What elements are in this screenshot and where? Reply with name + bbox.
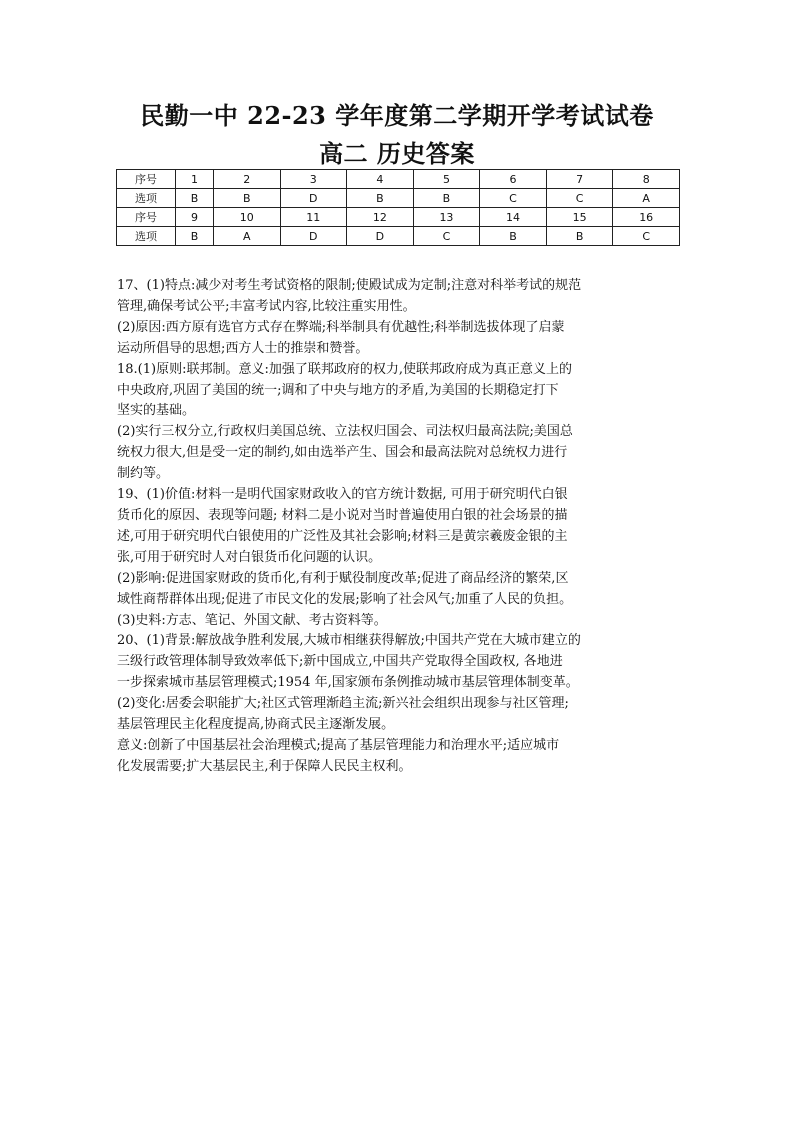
table-cell: D [347, 227, 414, 246]
table-cell: 6 [480, 170, 547, 189]
answer-q20-1 [117, 631, 683, 694]
answer-line: 张,可用于研究时人对白银货币化问题的认识。 [117, 549, 382, 565]
answer-line: 述,可用于研究明代白银使用的广泛性及其社会影响;材料三是黄宗羲废金银的主 [117, 528, 568, 544]
table-cell: 14 [480, 208, 547, 227]
page-subtitle: 高二 历史答案 [319, 139, 475, 168]
answer-line: 三级行政管理体制导致效率低下;新中国成立,中国共产党取得全国政权, 各地进 [117, 654, 563, 670]
table-cell: A [613, 189, 680, 208]
table-cell: B [176, 227, 214, 246]
answer-line: 货币化的原因、表现等问题; 材料二是小说对当时普遍使用白银的社会场景的描 [117, 507, 568, 523]
answer-table [116, 169, 680, 246]
answer-line: 17、(1)特点:减少对考生考试资格的限制;使殿试成为定制;注意对科举考试的规范 [117, 278, 582, 293]
table-cell: 8 [613, 170, 680, 189]
answer-q18-2 [117, 422, 683, 485]
table-cell: B [176, 189, 214, 208]
answer-q17-2 [117, 318, 683, 360]
answer-q19-2 [117, 569, 683, 611]
table-cell: C [546, 189, 613, 208]
table-cell: 11 [280, 208, 347, 227]
table-cell: B [213, 189, 280, 208]
answer-line: 一步探索城市基层管理模式;1954 年,国家颁布条例推动城市基层管理体制变革。 [117, 675, 579, 691]
answer-line: (2)影响:促进国家财政的货币化,有利于赋役制度改革;促进了商品经济的繁荣,区 [117, 570, 569, 586]
table-row [117, 208, 680, 227]
answer-line: 20、(1)背景:解放战争胜利发展,大城市相继获得解放;中国共产党在大城市建立的 [117, 633, 581, 649]
table-cell: 3 [280, 170, 347, 189]
answer-line: 域性商帮群体出现;促进了市民文化的发展;影响了社会风气;加重了人民的负担。 [117, 591, 573, 607]
table-row [117, 189, 680, 208]
table-cell: C [480, 189, 547, 208]
answer-line: 制约等。 [117, 466, 170, 482]
table-cell: 12 [347, 208, 414, 227]
row-label: 序号 [117, 170, 176, 189]
table-cell: 7 [546, 170, 613, 189]
table-cell: B [480, 227, 547, 246]
table-cell: B [347, 189, 414, 208]
answer-q17-1 [117, 276, 683, 318]
table-cell: C [413, 227, 480, 246]
answer-q19-3 [117, 611, 683, 632]
answer-line: 统权力很大,但是受一定的制约,如由选举产生、国会和最高法院对总统权力进行 [117, 445, 568, 461]
answer-line: 坚实的基础。 [117, 403, 196, 419]
table-cell: D [280, 189, 347, 208]
answer-line: 化发展需要;扩大基层民主,利于保障人民民主权利。 [117, 758, 412, 774]
table-cell: 16 [613, 208, 680, 227]
table-cell: 4 [347, 170, 414, 189]
page-title: 民勤一中 22-23 学年度第二学期开学考试试卷 [140, 101, 654, 130]
answer-line: 管理,确保考试公平;丰富考试内容,比较注重实用性。 [117, 298, 416, 314]
answer-line: 中央政府,巩固了美国的统一;调和了中央与地方的矛盾,为美国的长期稳定打下 [117, 382, 559, 398]
table-cell: 13 [413, 208, 480, 227]
answer-line: (2)原因:西方原有选官方式存在弊端;科举制具有优越性;科举制选拔体现了启蒙 [117, 319, 565, 335]
table-cell: 1 [176, 170, 214, 189]
row-label: 选项 [117, 189, 176, 208]
table-cell: D [280, 227, 347, 246]
table-row [117, 170, 680, 189]
answer-q20-2 [117, 694, 683, 736]
table-cell: B [546, 227, 613, 246]
answer-line: 运动所倡导的思想;西方人士的推崇和赞誉。 [117, 340, 369, 356]
row-label: 序号 [117, 208, 176, 227]
answer-line: (2)实行三权分立,行政权归美国总统、立法权归国会、司法权归最高法院;美国总 [117, 424, 573, 440]
answer-line: (2)变化:居委会职能扩大;社区式管理渐趋主流;新兴社会组织出现参与社区管理; [117, 696, 569, 712]
table-cell: 15 [546, 208, 613, 227]
answer-q20-significance [117, 736, 683, 778]
table-cell: 10 [213, 208, 280, 227]
answer-line: 基层管理民主化程度提高,协商式民主逐渐发展。 [117, 717, 395, 733]
table-cell: 2 [213, 170, 280, 189]
answer-line: 18.(1)原则:联邦制。意义:加强了联邦政府的权力,使联邦政府成为真正意义上的 [117, 361, 572, 377]
table-row [117, 227, 680, 246]
table-cell: 5 [413, 170, 480, 189]
table-cell: A [213, 227, 280, 246]
table-cell: B [413, 189, 480, 208]
answer-line: 意义:创新了中国基层社会治理模式;提高了基层管理能力和治理水平;适应城市 [117, 737, 560, 753]
answer-line: 19、(1)价值:材料一是明代国家财政收入的官方统计数据, 可用于研究明代白银 [117, 487, 568, 503]
row-label: 选项 [117, 227, 176, 246]
table-cell: C [613, 227, 680, 246]
answer-q18-1 [117, 360, 683, 423]
answer-line: (3)史料:方志、笔记、外国文献、考古资料等。 [117, 612, 387, 628]
answer-q19-1 [117, 485, 683, 569]
answer-text [117, 276, 683, 778]
table-cell: 9 [176, 208, 214, 227]
